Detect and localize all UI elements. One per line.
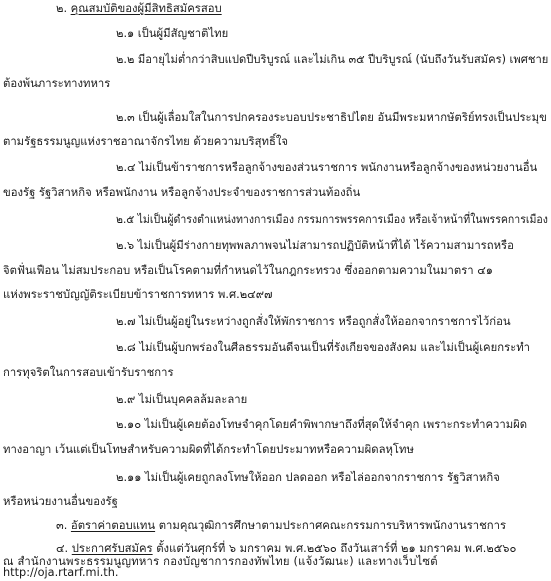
- clause-2-1: ๒.๑ เป็นผู้มีสัญชาติไทย: [116, 27, 229, 40]
- section-3-text: ตามคุณวุฒิการศึกษาตามประกาศคณะกรรมการบริหารพนักงานราชการ: [158, 519, 507, 532]
- section-3: [56, 518, 506, 534]
- clause-2-6-line-2: จิตฟั่นเฟือน ไม่สมประกอบ หรือเป็นโรคตามที่กำหนดไว้ในกฎกระทรวง ซึ่งออกตามความในมาตรา ๔๑: [3, 264, 493, 277]
- clause-2-7: ๒.๗ ไม่เป็นผู้อยู่ในระหว่างถูกสั่งให้พักราชการ หรือถูกสั่งให้ออกจากราชการไว้ก่อน: [116, 315, 511, 328]
- clause-2-9: ๒.๙ ไม่เป็นบุคคลล้มละลาย: [116, 393, 248, 406]
- section-2-number: ๒.: [56, 2, 68, 15]
- section-4-number: ๔.: [56, 542, 69, 555]
- section-4-text: ตั้งแต่วันศุกร์ที่ ๖ มกราคม พ.ศ.๒๕๖๐ ถึงวันเสาร์ที่ ๒๑ มกราคม พ.ศ.๒๕๖๐: [156, 542, 517, 555]
- section-4-line-2: ณ สำนักงานพระธรรมนูญทหาร กองบัญชาการกองทัพไทย (แจ้งวัฒนะ) และทางเว็บไซต์: [3, 555, 438, 568]
- clause-2-8-line-1: ๒.๘ ไม่เป็นผู้บกพร่องในศีลธรรมอันดีจนเป็นที่รังเกียจของสังคม และไม่เป็นผู้เคยกระทำ: [116, 341, 530, 354]
- clause-2-11-line-2: หรือหน่วยงานอื่นของรัฐ: [3, 495, 118, 508]
- section-3-number: ๓.: [56, 519, 68, 532]
- section-2-title: คุณสมบัติของผู้มีสิทธิสมัครสอบ: [70, 2, 222, 15]
- clause-2-4-line-2: ของรัฐ รัฐวิสาหกิจ หรือพนักงาน หรือลูกจ้างประจำของราชการส่วนท้องถิ่น: [3, 186, 361, 199]
- clause-2-3-line-2: ตามรัฐธรรมนูญแห่งราชอาณาจักรไทย ด้วยความบริสุทธิ์ใจ: [3, 135, 288, 148]
- clause-2-5: ๒.๕ ไม่เป็นผู้ดำรงตำแหน่งทางการเมือง กรรมการพรรคการเมือง หรือเจ้าหน้าที่ในพรรคการเมือง: [116, 213, 548, 226]
- clause-2-10-line-2: ทางอาญา เว้นแต่เป็นโทษสำหรับความผิดที่ได้กระทำโดยประมาทหรือความผิดลหุโทษ: [3, 443, 414, 456]
- clause-2-3-line-1: ๒.๓ เป็นผู้เลื่อมใสในการปกครองระบอบประชาธิปไตย อันมีพระมหากษัตริย์ทรงเป็นประมุข: [116, 111, 547, 124]
- section-4-title: ประกาศรับสมัคร: [71, 542, 153, 555]
- clause-2-6-line-1: ๒.๖ ไม่เป็นผู้มีร่างกายทุพพลภาพจนไม่สามารถปฏิบัติหน้าที่ได้ ไร้ความสามารถหรือ: [116, 239, 514, 252]
- clause-2-6-line-3: แห่งพระราชบัญญัติระเบียบข้าราชการทหาร พ.ศ.๒๔๙๗: [3, 288, 273, 301]
- clause-2-4-line-1: ๒.๔ ไม่เป็นข้าราชการหรือลูกจ้างของส่วนราชการ พนักงานหรือลูกจ้างของหน่วยงานอื่น: [116, 161, 538, 174]
- clause-2-2-line-2: ต้องพ้นภาระทางทหาร: [3, 77, 111, 90]
- section-2-heading: [56, 1, 222, 17]
- clause-2-10-line-1: ๒.๑๐ ไม่เป็นผู้เคยต้องโทษจำคุกโดยคำพิพากษาถึงที่สุดให้จำคุก เพราะกระทำความผิด: [116, 418, 528, 431]
- section-3-title: อัตราค่าตอบแทน: [70, 519, 156, 532]
- clause-2-2-line-1: ๒.๒ มีอายุไม่ต่ำกว่าสิบแปดปีบริบูรณ์ และไม่เกิน ๓๕ ปีบริบูรณ์ (นับถึงวันรับสมัคร) เพศชาย: [116, 53, 549, 66]
- section-4-url: http://oja.rtarf.mi.th.: [3, 566, 119, 579]
- clause-2-11-line-1: ๒.๑๑ ไม่เป็นผู้เคยถูกลงโทษให้ออก ปลดออก หรือไล่ออกจากราชการ รัฐวิสาหกิจ: [116, 471, 500, 484]
- clause-2-8-line-2: การทุจริตในการสอบเข้ารับราชการ: [3, 366, 174, 379]
